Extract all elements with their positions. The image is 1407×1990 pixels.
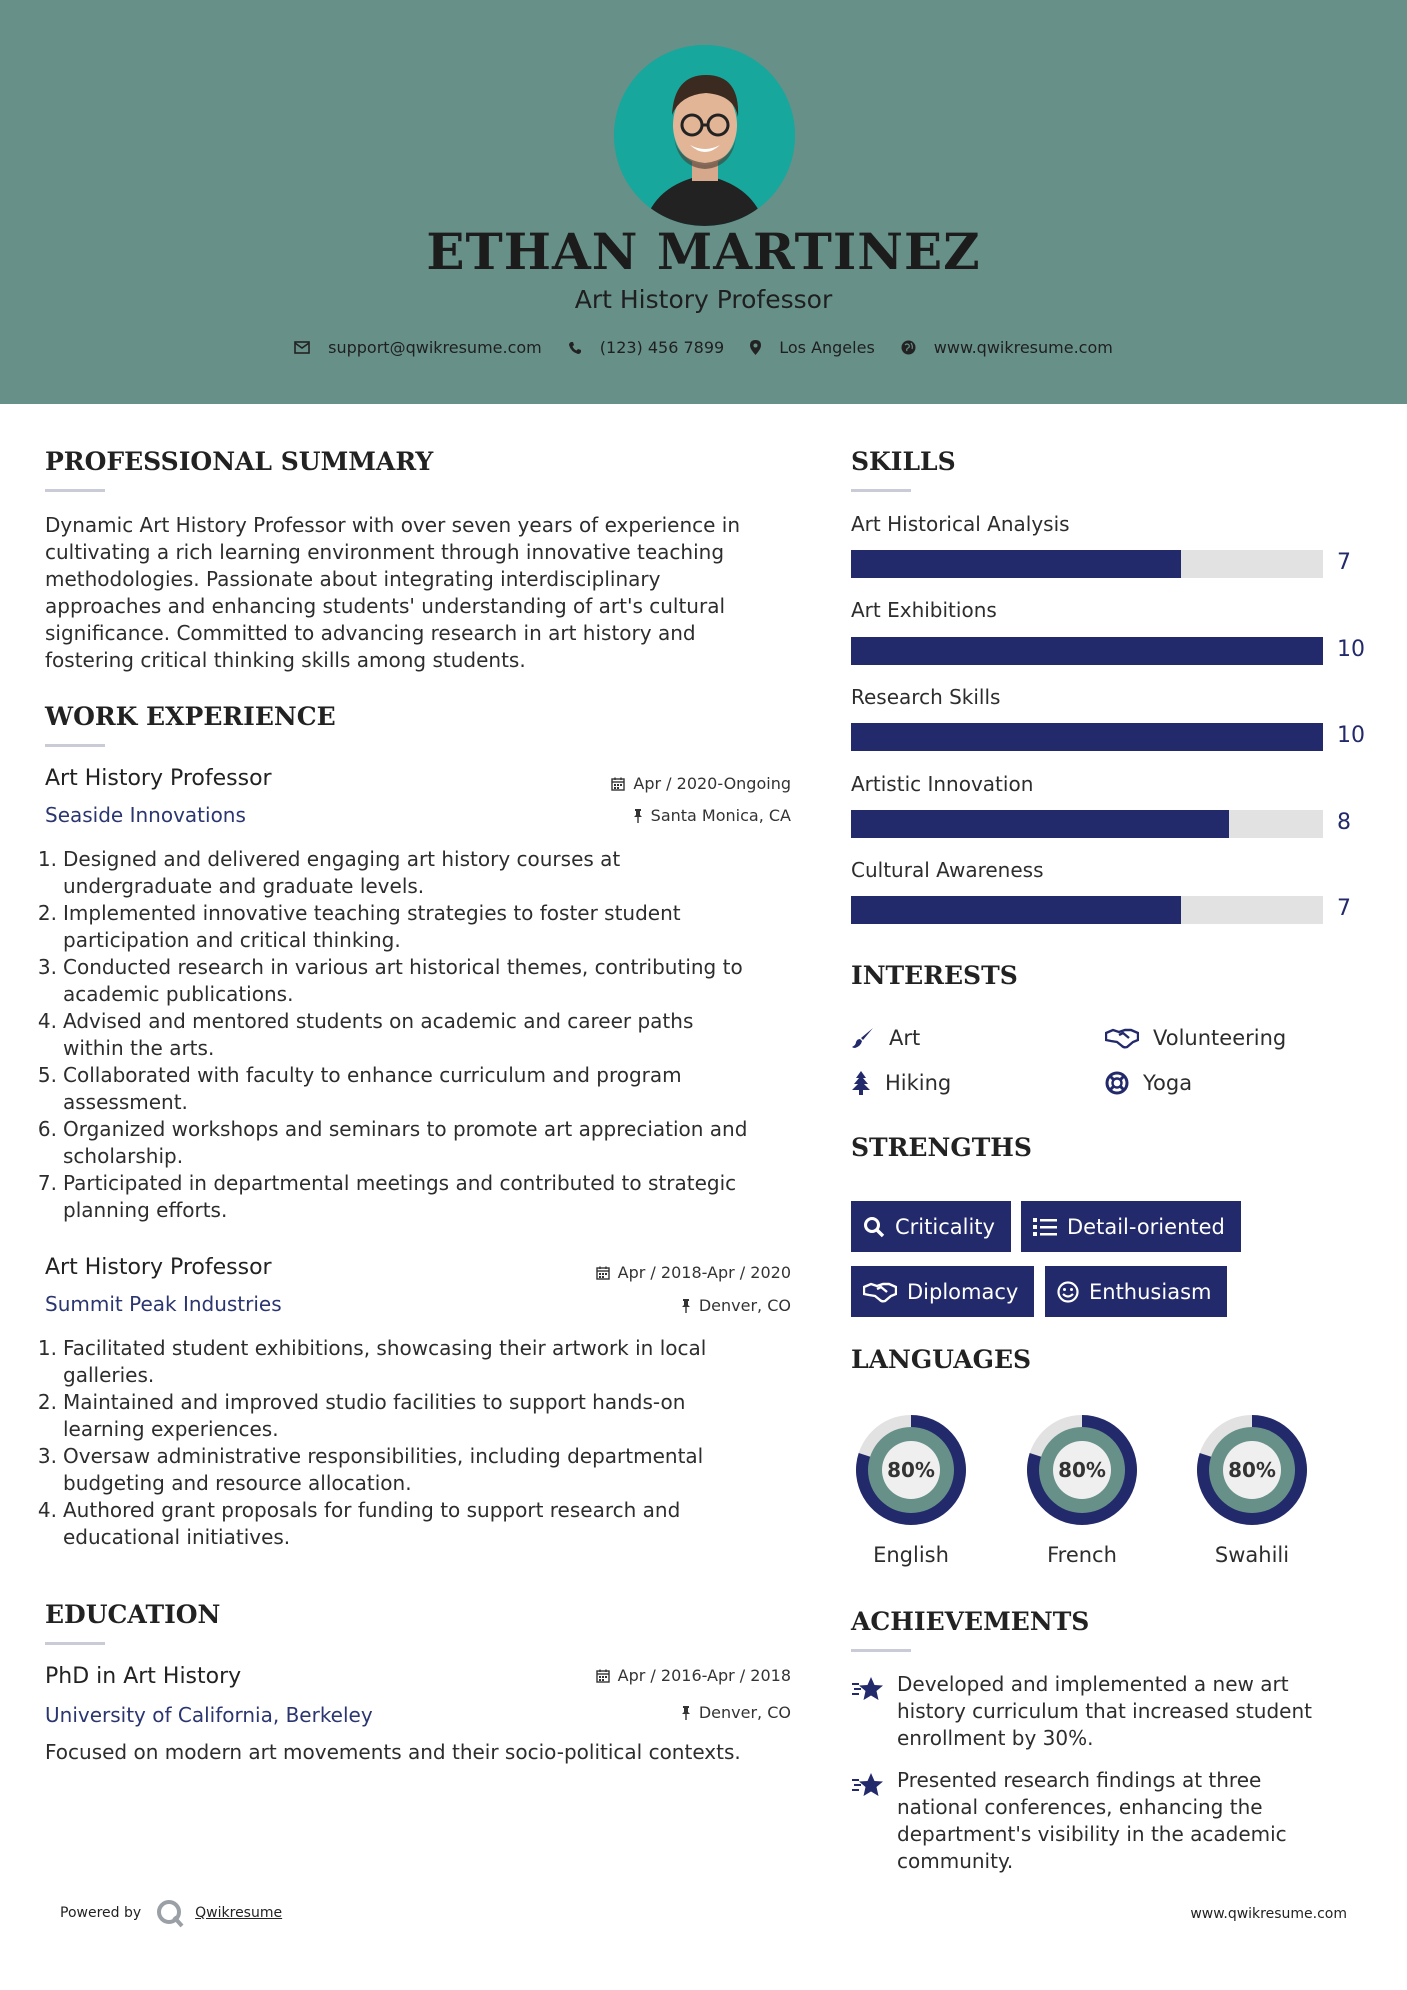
skill-value: 7	[1337, 550, 1351, 575]
contact-phone-text: (123) 456 7899	[599, 338, 725, 357]
skill-bar	[851, 896, 1323, 924]
company-name: Summit Peak Industries	[45, 1292, 282, 1316]
section-divider	[45, 744, 105, 747]
education-date-text: Apr / 2016-Apr / 2018	[617, 1666, 791, 1685]
job-title: Art History Professor	[45, 1255, 272, 1280]
phone-icon	[568, 341, 582, 355]
strength-chip	[1045, 1266, 1227, 1317]
contact-bar	[0, 338, 1407, 357]
star-award-icon	[851, 1675, 885, 1703]
tree-icon	[851, 1071, 871, 1095]
language-name: English	[873, 1543, 949, 1567]
job-bullet-list	[35, 1335, 795, 1551]
job-location-text: Denver, CO	[698, 1296, 791, 1315]
language-french	[1021, 1409, 1143, 1567]
skill-bar-fill	[851, 723, 1323, 751]
summary-line: significance. Committed to advancing research in art history and	[45, 621, 696, 645]
list-item: 4. Authored grant proposals for funding to support research and educational initiatives.	[37, 1498, 681, 1549]
job-location	[633, 806, 791, 825]
skill-bar-fill	[851, 550, 1181, 578]
job-location-text: Santa Monica, CA	[650, 806, 791, 825]
list-item: 1. Facilitated student exhibitions, showcasing their artwork in local galleries.	[37, 1336, 707, 1387]
skill-value: 10	[1337, 723, 1365, 748]
school-name: University of California, Berkeley	[45, 1703, 373, 1727]
contact-website[interactable]	[901, 338, 1113, 357]
summary-line: cultivating a rich learning environment through innovative teaching	[45, 540, 725, 564]
summary-line: Dynamic Art History Professor with over seven years of experience in	[45, 513, 741, 537]
section-title-skills: SKILLS	[851, 447, 956, 476]
language-ring	[850, 1409, 972, 1531]
job-title: Art History Professor	[45, 766, 272, 791]
skill-label: Art Exhibitions	[851, 598, 997, 622]
strength-chip	[851, 1266, 1034, 1317]
section-divider	[45, 489, 105, 492]
list-item: 5. Collaborated with faculty to enhance curriculum and program assessment.	[37, 1063, 682, 1114]
skill-bar	[851, 723, 1323, 751]
list-item: 1. Designed and delivered engaging art history courses at undergraduate and graduate levels.	[37, 847, 621, 898]
section-title-languages: LANGUAGES	[851, 1345, 1032, 1374]
contact-email-text: support@qwikresume.com	[328, 338, 542, 357]
skill-label: Artistic Innovation	[851, 772, 1034, 796]
candidate-role: Art History Professor	[574, 285, 833, 314]
resume-header	[0, 0, 1407, 404]
section-title-strengths: STRENGTHS	[851, 1133, 1032, 1162]
skill-bar	[851, 550, 1323, 578]
degree-title: PhD in Art History	[45, 1664, 242, 1689]
search-icon	[863, 1216, 885, 1238]
summary-line: methodologies. Passionate about integrating interdisciplinary	[45, 567, 661, 591]
skill-bar-fill	[851, 810, 1229, 838]
lifebuoy-icon	[1105, 1071, 1129, 1095]
section-title-education: EDUCATION	[45, 1600, 221, 1629]
handshake-icon	[863, 1281, 897, 1303]
section-title-experience: WORK EXPERIENCE	[45, 702, 336, 731]
list-item: 4. Advised and mentored students on academic and career paths within the arts.	[37, 1009, 694, 1060]
interest-label: Art	[889, 1026, 921, 1050]
strength-label: Enthusiasm	[1089, 1279, 1212, 1304]
qwikresume-link[interactable]: Qwikresume	[195, 1905, 283, 1921]
strength-label: Diplomacy	[907, 1279, 1019, 1304]
language-name: Swahili	[1214, 1543, 1290, 1567]
achievement-text: Presented research findings at three national conferences, enhancing the department's visibility in the academic community.	[897, 1768, 1287, 1873]
summary-line: approaches and enhancing students' understanding of art's cultural	[45, 594, 726, 618]
calendar-icon	[596, 1266, 610, 1280]
interest-art	[851, 1026, 920, 1050]
skill-bar-fill	[851, 896, 1181, 924]
contact-phone[interactable]	[568, 338, 724, 357]
footer-url[interactable]: www.qwikresume.com	[1190, 1906, 1347, 1922]
list-item: 2. Implemented innovative teaching strategies to foster student participation and critical thinking.	[37, 901, 681, 952]
language-name: French	[1047, 1543, 1117, 1567]
skill-bar	[851, 637, 1323, 665]
strength-label: Criticality	[895, 1214, 995, 1239]
contact-email[interactable]	[294, 338, 542, 357]
interest-label: Volunteering	[1153, 1026, 1287, 1050]
interest-label: Hiking	[885, 1071, 952, 1095]
list-icon	[1033, 1217, 1057, 1237]
job-bullet-list	[35, 846, 795, 1224]
strength-label: Detail-oriented	[1067, 1214, 1225, 1239]
language-percent: 80%	[1228, 1458, 1276, 1482]
skill-label: Cultural Awareness	[851, 858, 1044, 882]
skill-value: 7	[1337, 896, 1351, 921]
interest-label: Yoga	[1143, 1071, 1193, 1095]
job-date-text: Apr / 2018-Apr / 2020	[617, 1263, 791, 1282]
summary-text	[45, 512, 780, 674]
list-item: 2. Maintained and improved studio facilities to support hands-on learning experiences.	[37, 1390, 686, 1441]
skill-bar	[851, 810, 1323, 838]
qwikresume-logo-icon	[155, 1898, 185, 1928]
globe-icon	[901, 340, 916, 355]
profile-photo	[614, 45, 795, 226]
location-pin-icon	[750, 340, 761, 355]
list-item: 3. Conducted research in various art historical themes, contributing to academic publications.	[37, 955, 743, 1006]
calendar-icon	[596, 1669, 610, 1683]
job-location	[681, 1296, 791, 1315]
footer-powered-by	[60, 1898, 282, 1928]
pushpin-icon	[681, 1299, 691, 1313]
handshake-icon	[1105, 1027, 1139, 1049]
education-location	[681, 1703, 791, 1722]
achievement-text: Developed and implemented a new art history curriculum that increased student enrollment by 30%.	[897, 1672, 1312, 1750]
job-date-text: Apr / 2020-Ongoing	[633, 774, 791, 793]
list-item: 7. Participated in departmental meetings and contributed to strategic planning efforts.	[37, 1171, 737, 1222]
language-percent: 80%	[887, 1458, 935, 1482]
list-item: 3. Oversaw administrative responsibilities, including departmental budgeting and resource allocation.	[37, 1444, 704, 1495]
smile-icon	[1057, 1281, 1079, 1303]
contact-location-text: Los Angeles	[779, 338, 875, 357]
language-percent: 80%	[1058, 1458, 1106, 1482]
strength-chip	[1021, 1201, 1241, 1252]
paintbrush-icon	[851, 1026, 875, 1050]
summary-line: fostering critical thinking skills among students.	[45, 648, 526, 672]
contact-location	[750, 338, 875, 357]
language-ring	[1191, 1409, 1313, 1531]
skill-value: 8	[1337, 810, 1351, 835]
section-title-achievements: ACHIEVEMENTS	[851, 1607, 1090, 1636]
skill-bar-fill	[851, 637, 1323, 665]
candidate-name: ETHAN MARTINEZ	[426, 222, 981, 281]
pushpin-icon	[681, 1706, 691, 1720]
achievement-item	[851, 1767, 1351, 1875]
job-date	[596, 1263, 791, 1282]
skill-label: Art Historical Analysis	[851, 512, 1070, 536]
company-name: Seaside Innovations	[45, 803, 246, 827]
strength-chip	[851, 1201, 1011, 1252]
pushpin-icon	[633, 809, 643, 823]
interest-yoga	[1105, 1071, 1192, 1095]
section-divider	[851, 1649, 911, 1652]
job-date	[611, 774, 791, 793]
achievement-item	[851, 1671, 1351, 1752]
interest-hiking	[851, 1071, 951, 1095]
calendar-icon	[611, 777, 625, 791]
education-description: Focused on modern art movements and their socio-political contexts.	[45, 1740, 741, 1764]
education-location-text: Denver, CO	[698, 1703, 791, 1722]
skill-label: Research Skills	[851, 685, 1001, 709]
section-divider	[851, 489, 911, 492]
person-portrait-icon	[614, 45, 795, 226]
section-divider	[45, 1642, 105, 1645]
language-ring	[1021, 1409, 1143, 1531]
skill-value: 10	[1337, 637, 1365, 662]
list-item: 6. Organized workshops and seminars to promote art appreciation and scholarship.	[37, 1117, 748, 1168]
section-title-interests: INTERESTS	[851, 961, 1018, 990]
star-award-icon	[851, 1771, 885, 1799]
language-english	[850, 1409, 972, 1567]
envelope-icon	[294, 341, 310, 354]
education-date	[596, 1666, 791, 1685]
section-title-summary: PROFESSIONAL SUMMARY	[45, 447, 434, 476]
language-swahili	[1191, 1409, 1313, 1567]
powered-by-text: Powered by	[60, 1905, 142, 1921]
contact-website-text: www.qwikresume.com	[933, 338, 1113, 357]
interest-volunteering	[1105, 1026, 1286, 1050]
